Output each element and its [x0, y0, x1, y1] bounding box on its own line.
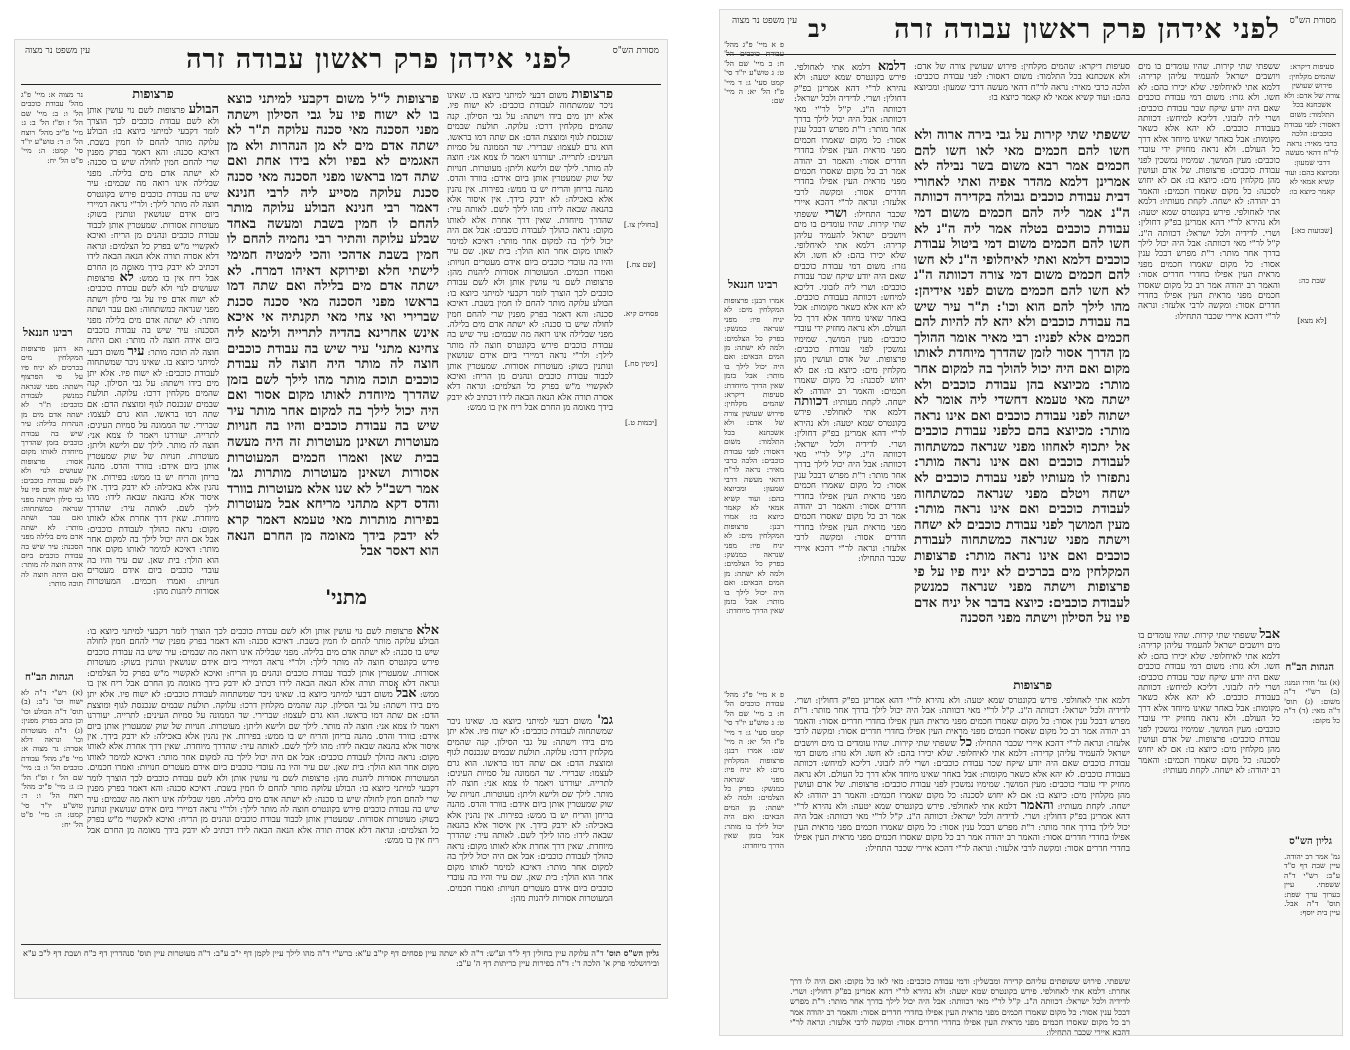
right-outer-lower-column	[724, 690, 784, 1020]
tosafot-lower-text-more: פרצופות לשם נוי עושין אותן ולא לשם עבודת כוכבים לכך הוצרך לומר דקבעי למיתני כיוצא בו: הבולע עלוקה מותר להחם לו חמין בשבת. דאיכא סכנה: והא דאמר בפרק מפנין שרי להחם חמין לחולה שיש בו סכנה: לא ישתה אדם מים בלילה. מפני שבלילה אינו רואה מה שבמים: עיר שיש בה עבודת כוכבים פירש בקונטרס חוצה לה מותר לילך: ולר"י נראה דמיירי ביום אידם שנושאין ונותנין בשוק: מעוטרות אסורות. שמעטרין אותן לכבוד עבודת כוכבים ונהנים מן הריח: ואיכא לאקשויי מ"ש בפרק כל הצלמים: ונראה דלא אסרה תורה אלא הנאה הבאה לידו דכתיב לא ידבק בידך מאומה מן החרם אבל ריח אין בו ממש:	[87, 773, 439, 847]
tosafot-text: פרצופות לשם נוי עושין אותן ולא לשם עבודת כוכבים לכך הוצרך לומר דקבעי למיתני כיוצא בו: הבולע עלוקה מותר להחם לו חמין בשבת. דאיכא סכנה: והא דאמר בפרק מפנין שרי להחם חמין לחולה שיש בו סכנה: לא ישתה אדם מים בלילה. מפני שבלילה אינו רואה מה שבמים: עיר שיש בה עבודת כוכבים פירש בקונטרס חוצה לה מותר לילך: ולר"י נראה דמיירי ביום אידם שנושאין ונותנין בשוק: מעוטרות אסורות. שמעטרין אותן לכבוד עבודת כוכבים ונהנים מן הריח: ואיכא לאקשויי מ"ש בפרק כל הצלמים: ונראה דלא אסרה תורה אלא הנאה הבאה לידו דכתיב לא ידבק בידך מאומה מן החרם אבל ריח אין בו ממש:	[87, 106, 220, 284]
right-page-header	[720, 10, 1342, 54]
tosafot-header-dh: פרצופות	[132, 87, 174, 102]
rashi-dibur-hamatchil: פרצופות	[571, 87, 613, 102]
gemara-text: פרצופות ל"ל משום דקבעי למיתני כוצא בו לא ישוח פיו על גבי הסילון וישתה מפני הסכנה מאי סכנה עלוקה ת"ר לא ישתה אדם מים לא מן הנהרות ולא מן האגמים לא בפיו ולא בידו אחת ואם שתה דמו בראשו מפני הסכנה מאי סכנה סכנת עלוקה מסייע ליה לרבי חנינא דאמר רבי חנינא הבולע עלוקה מותר להחם לו חמין בשבת ומעשה באחד שבלע עלוקה והתיר רבי נחמיה להחם לו חמין בשבת אדהכי והכי לימטיה חמימי לישתי חלא ופירוקא דאיהו דמרח. לא ישתה אדם מים בלילה ואם שתה דמו בראשו מפני הסכנה מאי סכנה סכנת שברירי ואי צחי מאי תקנתיה אי איכא אינש אחרינא בהדיה לתרייה ולימא ליה צחינא מתני' עיר שיש בה עבודת כוכבים חוצה לה מותר היה חוצה לה עבודת כוכבים תוכה מותר מהו לילך לשם בזמן שהדרך מיוחדת לאותו מקום אסור ואם היה יכול לילך בה למקום אחר מותר עיר שיש בה עבודת כוכבים והיו בה חנויות מעוטרות ושאינן מעוטרות זה היה מעשה בבית שאן ואמרו חכמים המעוטרות אסורות ושאינן מעוטרות מותרות גמ' אמר רשב"ל לא שנו אלא מעוטרות בוורד והדס דקא מתהני מריחא אבל מעוטרות בפירות מותרות מאי טעמא דאמר קרא לא ידבק בידך מאומה מן החרם הנאה הוא דאסר אבל	[227, 92, 439, 560]
tosafot-lower-text: פרצופות לשם נוי עושין אותן ולא לשם עבודת כוכבים לכך הוצרך לומר דקבעי למיתני כיוצא בו: הבולע עלוקה מותר להחם לו חמין בשבת. דאיכא סכנה: והא דאמר בפרק מפנין שרי להחם חמין לחולה שיש בו סכנה: לא ישתה אדם מים בלילה. מפני שבלילה אינו רואה מה שבמים: עיר שיש בה עבודת כוכבים פירש בקונטרס חוצה לה מותר לילך: ולר"י נראה דמיירי ביום אידם שנושאין ונותנין בשוק: מעוטרות אסורות. שמעטרין אותן לכבוד עבודת כוכבים ונהנים מן הריח: ואיכא לאקשויי מ"ש בפרק כל הצלמים: ונראה דלא אסרה תורה אלא הנאה הבאה לידו דכתיב לא ידבק בידך מאומה מן החרם אבל ריח אין בו ממש:	[87, 627, 440, 701]
tosafot-commentary-lower	[87, 623, 440, 938]
right-rashi-text-cont: דלמא אתי לאחולפי. פירש בקונטרס שמא יטעה: ולא נהירא לר"י דהא אמרינן בפ"ק דחולין: ושרי. לדידיה ולכל ישראל: דכוותה ה"נ. ק"ל לר"י מאי דכוותה: אבל היה יכול לילך בדרך אחר מותר: ר"ת מפרש דבכל ענין אסור: כל מקום שאמרו חכמים מפני מראית העין אפילו בחדרי חדרים אסור: והאמר רב יהודה אמר רב כל מקום שאסרו חכמים מפני מראית העין אפילו בחדרי חדרים אסור: ומקשה לרבי אלעזר: ונראה לר"י דהכא איירי שכבר התחילו:	[1138, 197, 1280, 322]
right-rashi-dh-aval: אבל	[1259, 627, 1281, 642]
tosafot-text-more: משום דבעי למיתני כיוצא בו. שאינו ניכר שמשתחוה לעבודת כוכבים: לא ישוח פיו. אלא יתן מים בידו וישתה: על גבי הסילון. קנה שהמים מקלחין דרכו: עלוקה. תולעת שבמים שנכנסת לגוף ומוצצת הדם: אם שתה דמו בראשו. הוא גרם לעצמו: שברירי. שד הממונה על סמיות העינים: לתרייה. יעוררנו ויאמר לו צמא אני: חוצה לה מותר. לילך שם ולישא וליתן: מעוטרות. חנויות של שוק שמעטרין אותן ביום אידם: בוורד והדס. מהנה בריחן והריח יש בו ממש: בפירות. אין נהנין אלא באכילה: לא ידבק בידך. אין איסור אלא בהנאה שבאה לידו: מהו לילך לשם. לאותה עיר: שהדרך מיוחדת. שאין דרך אחרת אלא לאותו מקום: נראה כהולך לעבודת כוכבים: אבל אם היה יכול לילך בה למקום אחר מותר: דאיכא למימר לאותו מקום אחר הוא הולך: בית שאן. שם עיר והיו בה עובדי כוכבים ביום אידם מעטרים חנויות: ואמרו חכמים. המעוטרות אסורות ליהנות מהן:	[87, 347, 219, 598]
right-gemara-main-text	[914, 128, 1130, 676]
tosafot-text-cont: פרצופות שעושים לנוי ולא לשם עבודת כוכבים: לא ישוח אדם פיו על גבי סילון וישתה מפני שנראה כמשתחוה: ואם עבר ושתה מותר: לא ישתה אדם מים בלילה מפני הסכנה: עיר שיש בה עבודת כוכבים ביום אידה חוצה לה מותר: ואם היתה חוצה לה תוכה מותר:	[87, 273, 220, 358]
left-header-rule	[21, 84, 661, 85]
left-masoret-header: מסורת הש"ס	[612, 46, 659, 56]
right-talmud-page	[720, 10, 1342, 1038]
right-tosafot-dh-dalma: דלמא	[877, 59, 906, 74]
right-masoret-header: מסורת הש"ס	[1289, 16, 1336, 26]
right-gilyon-column	[1284, 852, 1340, 1022]
right-footer-commentary	[790, 976, 1130, 1038]
right-rashi-text: ששפתי שתי קירות. שהיו עומדים בו מים ויושבים ישראל להעמיד עליהן קדירה: דלמא אתי לאיחלופי. שלא יכירו בהם: לא חשו. ולא גזרו: משום דמי עבודת כוכבים שאם היה יודע שיקח שכר עבודת כוכבים: ושרי ליה לזבוני. דליכא למיחש: דכוותה בעבודת כוכבים. לא יהא אלא כשאר מקומות: אבל באחר שאינו מיוחד אלא דרך כל העולם. ולא נראה מחזיק ידי עובדי כוכבים: מעין המושך. שמימיו נמשכין לפני עבודת כוכבים: פרצופות. של אדם ועושין מהן מקלחין מים: כיוצא בו: אם לא יחוש לסכנה: כל מקום שאמרו חכמים: והאמר רב יהודה: לא ישחה. לקחת מעותיו:	[1138, 62, 1281, 208]
left-ein-mishpat-header: עין משפט נר מצוה	[25, 46, 91, 56]
right-tosafot-dh-vehaamar: והאמר	[1020, 798, 1054, 814]
right-rabbenu-text-cont: סעיפות דיקרא: שהמים מקלחין: פירוש שעושין צורה של אדם: ולא אשכחנא בכל התלמוד: משום דאסור: לפני עבודת כוכבים: הלכה כרבי מאיר: נראה לר"ח דהאי מעשה דרבי שמעון: ומכיוצא בהם: ועוד קשיא אמאי לא קאמר כיוצא בו:	[724, 390, 784, 522]
right-rabbenu-text-more: אמרו רבנן: פרצופות המקלחין מים: לא יניח פיו: מפני שנראה כמנשק: בפרק כל הצלמים: ולמה לא ישתה: מן המים הבאים: ואם היה יכול לילך בו מותר: אבל בזמן שאין הדרך מיוחדת:	[724, 512, 784, 616]
tosafot-dibur-hamatchil: הבולע	[188, 102, 219, 118]
rashi-text-cont: פרצופות לשם נוי עושין אותן ולא לשם עבודת כוכבים לכך הוצרך לומר דקבעי למיתני כיוצא בו: הבולע עלוקה מותר להחם לו חמין בשבת. דאיכא סכנה: והא דאמר בפרק מפנין שרי להחם חמין לחולה שיש בו סכנה: לא ישתה אדם מים בלילה. מפני שבלילה אינו רואה מה שבמים: עיר שיש בה עבודת כוכבים פירש בקונטרס חוצה לה מותר לילך: ולר"י נראה דמיירי ביום אידם שנושאין ונותנין בשוק: מעוטרות אסורות. שמעטרין אותן לכבוד עבודת כוכבים ונהנים מן הריח: ואיכא לאקשויי מ"ש בפרק כל הצלמים: ונראה דלא אסרה תורה אלא הנאה הבאה לידו דכתיב לא ידבק בידך מאומה מן החרם אבל ריח אין בו ממש:	[447, 278, 613, 414]
rashi-commentary-lower	[447, 713, 614, 938]
right-tosafot-lower-text: דלמא אתי לאחולפי. פירש בקונטרס שמא יטעה: ולא נהירא לר"י דהא אמרינן בפ"ק דחולין: ושרי. לדידיה ולכל ישראל: דכוותה ה"נ. ק"ל לר"י מאי דכוותה: אבל היה יכול לילך בדרך אחר מותר: ר"ת מפרש דבכל ענין אסור: כל מקום שאמרו חכמים מפני מראית העין אפילו בחדרי חדרים אסור: והאמר רב יהודה אמר רב כל מקום שאסרו חכמים מפני מראית העין אפילו בחדרי חדרים אסור: ומקשה לרבי אלעזר: ונראה לר"י דהכא איירי שכבר התחילו:	[794, 696, 1131, 749]
right-upper-text: סעיפות דיקרא: שהמים מקלחין: פירוש שעושין צורה של אדם: ולא אשכחנא בכל התלמוד: משום דאסור: לפני עבודת כוכבים: הלכה כרבי מאיר: נראה לר"ח דהאי מעשה דרבי שמעון: ומכיוצא בהם: ועוד קשיא אמאי לא קאמר כיוצא בו:	[914, 62, 1130, 104]
left-footer-rule	[21, 944, 661, 945]
gemara-main-text	[227, 92, 439, 618]
right-outer-lower-text: פ א מיי' פ"ג מהל' עבודת כוכבים הל' ח: ב מיי' שם הל' ט: ג טוש"ע יו"ד סי' קמט סעי' ג: ד מיי' פ"ז הל' יא: ה מיי' שם:	[724, 690, 784, 756]
rabbenu-chananel-text: הא דתנן פרצופות המקלחין מים בכרכים לא יניח פיו על פי הפרצוף וישתה: מפני שנראה כמנשק לעבודת כוכבים: ת"ר לא ישתה אדם מים מן הנהרות בלילה: עיר שיש בה עבודת כוכבים בזמן שהדרך מיוחדת לאותו מקום אסור:	[21, 344, 83, 466]
gilyon-label: גליון הש"ס תוס'	[606, 948, 659, 958]
rabbenu-chananel-title: רבינו חננאל	[23, 326, 73, 339]
perzufot-footer-label: פרצופות	[1013, 678, 1052, 692]
margin-note: [בחולין צו.]	[623, 220, 659, 229]
left-talmud-page	[15, 40, 667, 998]
hagahot-text-cont: נר מצוה א: מיי' פ"ג מהל' עבודת כוכבים הל' ו: ב: מיי' שם הל' ז ופ"ז הל' ב: ג: מיי' פ"יב מהל' רוצח הל' ו: ד: טוש"ע יו"ד סי' קמט: ה: מיי' פ"ט הל' יח:	[21, 744, 83, 829]
hagahot-title: הגהות הב"ח	[25, 672, 74, 683]
right-footer-text-cont: דלמא אתי לאחולפי. פירש בקונטרס שמא יטעה: ולא נהירא לר"י דהא אמרינן בפ"ק דחולין: ושרי. לדידיה ולכל ישראל: דכוותה ה"נ. ק"ל לר"י מאי דכוותה: אבל היה יכול לילך בדרך אחר מותר: ר"ת מפרש דבכל ענין אסור: כל מקום שאמרו חכמים מפני מראית העין אפילו בחדרי חדרים אסור: והאמר רב יהודה אמר רב כל מקום שאסרו חכמים מפני מראית העין אפילו בחדרי חדרים אסור: ומקשה לרבי אלעזר: ונראה לר"י דהכא איירי שכבר התחילו:	[790, 986, 1130, 1038]
right-tosafot-dh-kol: כל	[959, 734, 973, 750]
right-ein-mishpat-header: עין משפט נר מצוה	[732, 16, 798, 26]
hagahot-column	[21, 688, 83, 938]
left-masoret-margin	[617, 90, 665, 490]
right-rabbenu-chananel-title: רבינו חננאל	[728, 278, 778, 291]
right-tosafot-text-cont: ששפתי שתי קירות. שהיו עומדים בו מים ויושבים ישראל להעמיד עליהן קדירה: דלמא אתי לאיחלופי. שלא יכירו בהם: לא חשו. ולא גזרו: משום דמי עבודת כוכבים שאם היה יודע שיקח שכר עבודת כוכבים: ושרי ליה לזבוני. דליכא למיחש: דכוותה בעבודת כוכבים. לא יהא אלא כשאר מקומות: אבל באחר שאינו מיוחד אלא דרך כל העולם. ולא נראה מחזיק ידי עובדי כוכבים: מעין המושך. שמימיו נמשכין לפני עבודת כוכבים: פרצופות. של אדם ועושין מהן מקלחין מים: כיוצא בו: אם לא יחוש לסכנה: כל מקום שאמרו חכמים: והאמר רב יהודה: לא ישחה. לקחת מעותיו:	[794, 209, 906, 408]
right-tosafot-text: דלמא אתי לאחולפי. פירש בקונטרס שמא יטעה: ולא נהירא לר"י דהא אמרינן בפ"ק דחולין: ושרי. לדידיה ולכל ישראל: דכוותה ה"נ. ק"ל לר"י מאי דכוותה: אבל היה יכול לילך בדרך אחר מותר: ר"ת מפרש דבכל ענין אסור: כל מקום שאמרו חכמים מפני מראית העין אפילו בחדרי חדרים אסור: והאמר רב יהודה אמר רב כל מקום שאסרו חכמים מפני מראית העין אפילו בחדרי חדרים אסור: ומקשה לרבי אלעזר: ונראה לר"י דהכא איירי שכבר התחילו:	[794, 63, 906, 220]
tosafot-dh-aval: אבל	[396, 686, 417, 702]
rashi-text: משום דבעי למיתני כיוצא בו. שאינו ניכר שמשתחוה לעבודת כוכבים: לא ישוח פיו. אלא יתן מים בידו וישתה: על גבי הסילון. קנה שהמים מקלחין דרכו: עלוקה. תולעת שבמים שנכנסת לגוף ומוצצת הדם: אם שתה דמו בראשו. הוא גרם לעצמו: שברירי. שד הממונה על סמיות העינים: לתרייה. יעוררנו ויאמר לו צמא אני: חוצה לה מותר. לילך שם ולישא וליתן: מעוטרות. חנויות של שוק שמעטרין אותן ביום אידם: בוורד והדס. מהנה בריחן והריח יש בו ממש: בפירות. אין נהנין אלא באכילה: לא ידבק בידך. אין איסור אלא בהנאה שבאה לידו: מהו לילך לשם. לאותה עיר: שהדרך מיוחדת. שאין דרך אחרת אלא לאותו מקום: נראה כהולך לעבודת כוכבים: אבל אם היה יכול לילך בה למקום אחר מותר: דאיכא למימר לאותו מקום אחר הוא הולך: בית שאן. שם עיר והיו בה עובדי כוכבים ביום אידם מעטרים חנויות: ואמרו חכמים. המעוטרות אסורות ליהנות מהן:	[447, 91, 613, 278]
right-rabbenu-text: אמרו רבנן: פרצופות המקלחין מים: לא יניח פיו: מפני שנראה כמנשק: בפרק כל הצלמים: ולמה לא ישתה: מן המים הבאים: ואם היה יכול לילך בו מותר: אבל בזמן שאין הדרך מיוחדת:	[724, 296, 784, 390]
rashi-lower-text: משום דבעי למיתני כיוצא בו. שאינו ניכר שמשתחוה לעבודת כוכבים: לא ישוח פיו. אלא יתן מים בידו וישתה: על גבי הסילון. קנה שהמים מקלחין דרכו: עלוקה. תולעת שבמים שנכנסת לגוף ומוצצת הדם: אם שתה דמו בראשו. הוא גרם לעצמו: שברירי. שד הממונה על סמיות העינים: לתרייה. יעוררנו ויאמר לו צמא אני: חוצה לה מותר. לילך שם ולישא וליתן: מעוטרות. חנויות של שוק שמעטרין אותן ביום אידם: בוורד והדס. מהנה בריחן והריח יש בו ממש: בפירות. אין נהנין אלא באכילה: לא ידבק בידך. אין איסור אלא בהנאה שבאה לידו: מהו לילך לשם. לאותה עיר: שהדרך מיוחדת. שאין דרך אחרת אלא לאותו מקום: נראה כהולך לעבודת כוכבים: אבל אם היה יכול לילך בה למקום אחר מותר: דאיכא למימר לאותו מקום אחר הוא הולך: בית שאן. שם עיר והיו בה עובדי כוכבים ביום אידם מעטרים חנויות: ואמרו חכמים. המעוטרות אסורות ליהנות מהן:	[447, 717, 613, 904]
tosafot-dh-ela: אלא	[416, 623, 439, 638]
margin-note: [שם צח.]	[626, 259, 656, 269]
right-tosafot-lower-text-more: דלמא אתי לאחולפי. פירש בקונטרס שמא יטעה: ולא נהירא לר"י דהא אמרינן בפ"ק דחולין: ושרי. לדידיה ולכל ישראל: דכוותה ה"נ. ק"ל לר"י מאי דכוותה: אבל היה יכול לילך בדרך אחר מותר: ר"ת מפרש דבכל ענין אסור: כל מקום שאמרו חכמים מפני מראית העין אפילו בחדרי חדרים אסור: והאמר רב יהודה אמר רב כל מקום שאסרו חכמים מפני מראית העין אפילו בחדרי חדרים אסור: ומקשה לרבי אלעזר: ונראה לר"י דהכא איירי שכבר התחילו:	[794, 802, 1130, 854]
right-gilyon-title: גליון הש"ס	[1289, 836, 1332, 847]
right-gilyon-text: גמ' אמר רב יהודה. עיין שבת דף ס"ד ע"ב: רש"י ד"ה ששפתי. עיין בערוך ערך שפת: תוס' ד"ה אבל. עיין בית יוסף:	[1284, 852, 1340, 918]
right-tosafot-lower	[794, 696, 1130, 970]
hagahot-text: (א) רש"י ד"ה לא ישוח וכו' נ"ב: (ב) תוס' ד"ה הבולע וכו' וכן כתב בפרק מפנין: (ג) ד"ה מעוטרות וכו' ונראה דלא אסרה:	[21, 688, 83, 754]
right-rabbenu-chananel-column	[724, 296, 784, 676]
right-hagahot-title: הגהות הב"ח	[1285, 662, 1334, 673]
margin-note: [גיטין סח.]	[624, 358, 658, 368]
tosafot-lower-text-cont: משום דבעי למיתני כיוצא בו. שאינו ניכר שמשתחוה לעבודת כוכבים: לא ישוח פיו. אלא יתן מים בידו וישתה: על גבי הסילון. קנה שהמים מקלחין דרכו: עלוקה. תולעת שבמים שנכנסת לגוף ומוצצת הדם: אם שתה דמו בראשו. הוא גרם לעצמו: שברירי. שד הממונה על סמיות העינים: לתרייה. יעוררנו ויאמר לו צמא אני: חוצה לה מותר. לילך שם ולישא וליתן: מעוטרות. חנויות של שוק שמעטרין אותן ביום אידם: בוורד והדס. מהנה בריחן והריח יש בו ממש: בפירות. אין נהנין אלא באכילה: לא ידבק בידך. אין איסור אלא בהנאה שבאה לידו: מהו לילך לשם. לאותה עיר: שהדרך מיוחדת. שאין דרך אחרת אלא לאותו מקום: נראה כהולך לעבודת כוכבים: אבל אם היה יכול לילך בה למקום אחר מותר: דאיכא למימר לאותו מקום אחר הוא הולך: בית שאן. שם עיר והיו בה עובדי כוכבים ביום אידם מעטרים חנויות: ואמרו חכמים. המעוטרות אסורות ליהנות מהן:	[87, 690, 439, 784]
rabbenu-chananel-text-cont: פרצופות שעושים לנוי ולא לשם עבודת כוכבים: לא ישוח אדם פיו על גבי סילון וישתה מפני שנראה כמשתחוה: ואם עבר ושתה מותר: לא ישתה אדם מים בלילה מפני הסכנה: עיר שיש בה עבודת כוכבים ביום אידה חוצה לה מותר: ואם היתה חוצה לה תוכה מותר:	[21, 456, 83, 589]
tosafot-dh-lo: לא	[119, 269, 134, 285]
right-ein-mishpat-column	[724, 40, 784, 270]
left-page-header	[15, 40, 667, 84]
rabbenu-chananel-column	[21, 344, 83, 664]
rashi-commentary	[447, 87, 613, 710]
right-ein-mishpat-text: פ א מיי' פ"ג מהל' עבודת כוכבים הל' ח: ב מיי' שם הל' ט: ג טוש"ע יו"ד סי' קמט סעי' ג: ד מיי' פ"ז הל' יא: ה מיי' שם:	[724, 40, 784, 106]
right-tosafot-dh-dechota: דכוותה	[794, 394, 829, 409]
right-rashi-lower-text: ששפתי שתי קירות. שהיו עומדים בו מים ויושבים ישראל להעמיד עליהן קדירה: דלמא אתי לאיחלופי. שלא יכירו בהם: לא חשו. ולא גזרו: משום דמי עבודת כוכבים שאם היה יודע שיקח שכר עבודת כוכבים: ושרי ליה לזבוני. דליכא למיחש: דכוותה בעבודת כוכבים. לא יהא אלא כשאר מקומות: אבל באחר שאינו מיוחד אלא דרך כל העולם. ולא נראה מחזיק ידי עובדי כוכבים: מעין המושך. שמימיו נמשכין לפני עבודת כוכבים: פרצופות. של אדם ועושין מהן מקלחין מים: כיוצא בו: אם לא יחוש לסכנה: כל מקום שאמרו חכמים: והאמר רב יהודה: לא ישחה. לקחת מעותיו:	[1138, 631, 1280, 777]
tosafot-commentary	[87, 87, 220, 650]
tosafot-dh-ir: עיר	[127, 343, 145, 359]
right-page-title: לפני אידהן פרק ראשון עבודה זרה	[894, 14, 1280, 45]
margin-note: שבת כה:	[1298, 275, 1326, 285]
right-upper-commentary	[914, 62, 1130, 124]
rashi-dh-gemara: גמ'	[597, 713, 614, 728]
margin-note: [לא מצא]	[1297, 315, 1327, 325]
right-gemara-text: ששפתי שתי קירות על גבי בירה ארוה ולא חשו להם חכמים מאי לאו חשו להם חכמים אמר רבא משום בשר נבילה לא אמרינן דלמא מהדר אפיה ואתי לאחורי דבית עבודת כוכבים גבולה בקדירה דכוותה ה"נ אמר ליה להם חכמים משום דמי עבודת כוכבים בטלה אמר ליה ה"נ לא חשו להם חכמים משום דמי ביטול עבודת כוכבים דלמא ואתי לאיחלופי ה"נ לא חשו להם חכמים משום דמי צורה דכוותה ה"נ לא חשו להם חכמים משום לפני אידיהן: מהו לילך להם הוא וכו': ת"ר עיר שיש בה עבודת כוכבים ולא יהא לה להיות להם חכמים אלא לפניו: רבי מאיר אומר ההולך מן הדרך אסור לזמן שהדרך מיוחדת לאותו מקום ואם היה יכול להולך בה למקום אחר מותר: מכיוצא בהן עבודת כוכבים ולא ישתה מאי טעמא דחשדי ליה אומר לא ישתוה לפני עבודת כוכבים ואם אינו נראה מותר: מכיוצא בהם כלפני עבודת כוכבים אל יתכוף לאחוזו מפני שנראה כמשתחוה לעבודת כוכבים ואם אינו נראה מותר: נתפזרו לו מעותיו לפני עבודת כוכבים לא ישחה ויטלם מפני שנראה כמשתחוה לעבודת כוכבים ואם אינו נראה מותר: מעין המושך לפני עבודת כוכבים לא ישחה וישתה מפני שנראה כמשתחוה לעבודת כוכבים ואם אינו נראה מותר: פרצופות המקלחין מים בכרכים לא יניח פיו על פי פרצופות וישתה מפני שנראה כמנשק לעבודת כוכבים: כיוצא בדבר אל יניח אדם פיו על הסילון וישתה מפני הסכנה	[914, 128, 1130, 627]
right-tosafot-lower-text-cont: ששפתי שתי קירות. שהיו עומדים בו מים ויושבים ישראל להעמיד עליהן קדירה: דלמא אתי לאיחלופי. שלא יכירו בהם: לא חשו. ולא גזרו: משום דמי עבודת כוכבים שאם היה יודע שיקח שכר עבודת כוכבים: ושרי ליה לזבוני. דליכא למיחש: דכוותה בעבודת כוכבים. לא יהא אלא כשאר מקומות: אבל באחר שאינו מיוחד אלא דרך כל העולם. ולא נראה מחזיק ידי עובדי כוכבים: מעין המושך. שמימיו נמשכין לפני עבודת כוכבים: פרצופות. של אדם ועושין מהן מקלחין מים: כיוצא בו: אם לא יחוש לסכנה: כל מקום שאמרו חכמים: והאמר רב יהודה: לא ישחה. לקחת מעותיו:	[794, 738, 1130, 813]
ein-mishpat-column	[21, 90, 83, 320]
right-tosafot-dh-veshri: ושרי	[824, 205, 848, 221]
gilyon-text: ד"ה עלוקה עיין בחולין דף ל"ד וע"ש: ד"ה לא ישתה עיין פסחים דף קי"ב ע"א: ברש"י ד"ה מהו לילך עיין לקמן דף י"ב ע"ב: ד"ה מעוטרות עיין תוס' סנהדרין דף כ"ח ושבת דף ל"ב ע"א ובירושלמי פרק א' הלכה ד': ד"ה בפירות עיין כריתות דף ה' ע"ב:	[23, 948, 659, 969]
margin-note: [יבמות ט.]	[624, 418, 658, 428]
right-masoret-margin	[1284, 62, 1340, 662]
margin-note: פסחים קיא.	[623, 309, 659, 319]
right-hagahot-column	[1284, 678, 1340, 828]
right-rashi-lower	[1138, 627, 1281, 970]
mishna-marker: מתני'	[325, 585, 367, 609]
ein-mishpat-text: נר מצוה א: מיי' פ"ג מהל' עבודת כוכבים הל' ו: ב: מיי' שם הל' ז ופ"ז הל' ב: ג: מיי' פ"יב מהל' רוצח הל' ו: ד: טוש"ע יו"ד סי' קמט: ה: מיי' פ"ט הל' יח:	[21, 90, 83, 165]
right-tosafot-text-more: דלמא אתי לאחולפי. פירש בקונטרס שמא יטעה: ולא נהירא לר"י דהא אמרינן בפ"ק דחולין: ושרי. לדידיה ולכל ישראל: דכוותה ה"נ. ק"ל לר"י מאי דכוותה: אבל היה יכול לילך בדרך אחר מותר: ר"ת מפרש דבכל ענין אסור: כל מקום שאמרו חכמים מפני מראית העין אפילו בחדרי חדרים אסור: והאמר רב יהודה אמר רב כל מקום שאסרו חכמים מפני מראית העין אפילו בחדרי חדרים אסור: ומקשה לרבי אלעזר: ונראה לר"י דהכא איירי שכבר התחילו:	[794, 408, 906, 565]
right-rashi-commentary	[1138, 62, 1280, 622]
right-header-rule	[726, 54, 1336, 55]
left-page-title: לפני אידהן פרק ראשון עבודה זרה	[186, 44, 572, 75]
margin-note: [שבועות כא:]	[1291, 226, 1333, 236]
right-hagahot-text: (א) גמ' חזרו ונמנו: (ב) רש"י ד"ה משום: (ג) תוס' ד"ה מאי: (ד) ד"ה כל מקום:	[1284, 678, 1340, 725]
right-masoret-text: סעיפות דיקרא: שהמים מקלחין: פירוש שעושין צורה של אדם: ולא אשכחנא בכל התלמוד: משום דאסור: לפני עבודת כוכבים: הלכה כרבי מאיר: נראה לר"ח דהאי מעשה דרבי שמעון: ומכיוצא בהם: ועוד קשיא אמאי לא קאמר כיוצא בו:	[1284, 62, 1340, 196]
right-outer-lower-text-cont: אמרו רבנן: פרצופות המקלחין מים: לא יניח פיו: מפני שנראה כמנשק: בפרק כל הצלמים: ולמה לא ישתה: מן המים הבאים: ואם היה יכול לילך בו מותר: אבל בזמן שאין הדרך מיוחדת:	[724, 746, 784, 850]
right-tosafot-commentary	[794, 59, 906, 622]
page-number: יב	[808, 14, 828, 43]
right-footer-text: ששפתי. פירוש ששופתים עליהם קדירה ומבשלין: ודמי עבודת כוכבים: מאי לאו כל מקום: ואם היה לו דרך אחרת:	[790, 976, 1130, 997]
left-gilyon-footer	[23, 948, 659, 994]
